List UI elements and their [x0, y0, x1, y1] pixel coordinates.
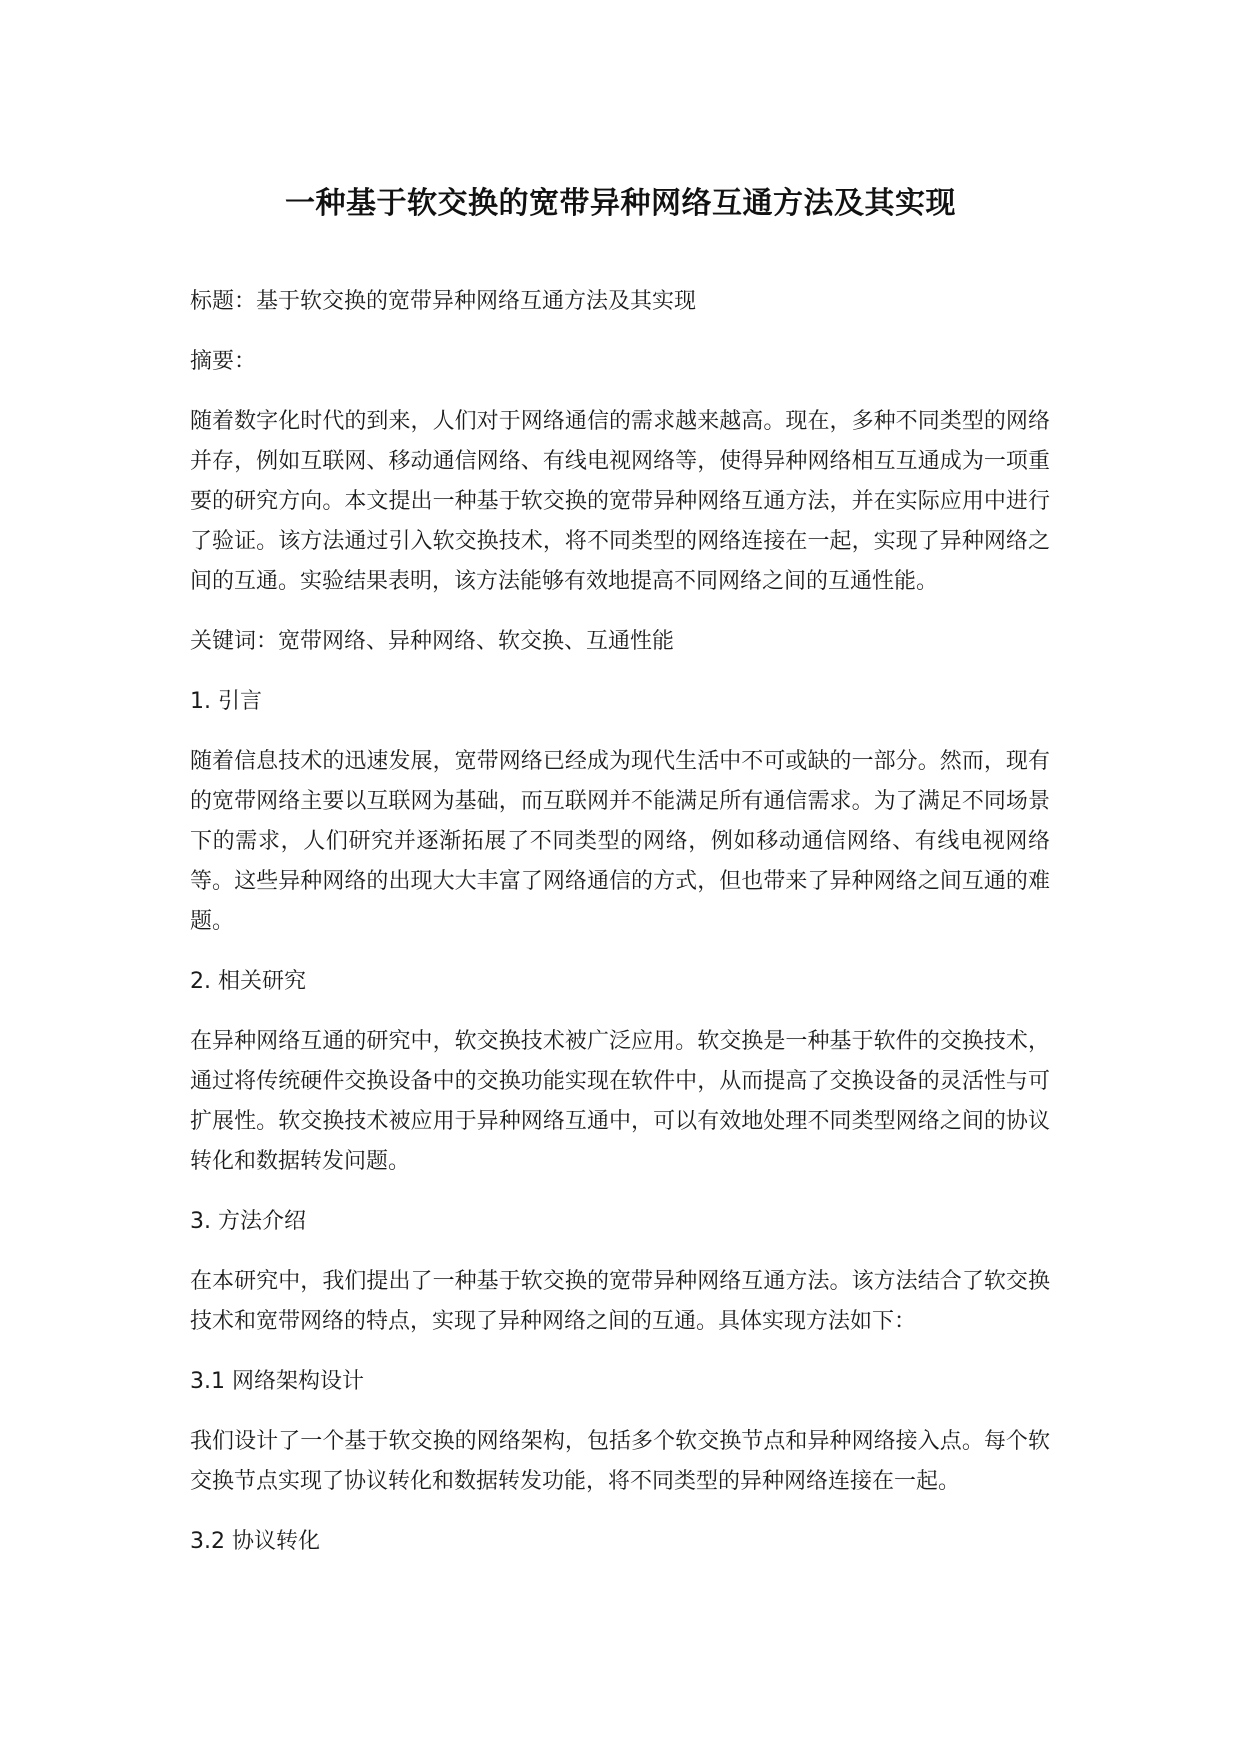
document-body: [190, 282, 1050, 1562]
section-body-architecture: 我们设计了一个基于软交换的网络架构，包括多个软交换节点和异种网络接入点。每个软交换节点实现了协议转化和数据转发功能，将不同类型的异种网络连接在一起。: [190, 1429, 1050, 1494]
section-body-method: 在本研究中，我们提出了一种基于软交换的宽带异种网络互通方法。该方法结合了软交换技术和宽带网络的特点，实现了异种网络之间的互通。具体实现方法如下：: [190, 1269, 1050, 1334]
section-heading-related-work: 2. 相关研究: [190, 969, 306, 994]
section-body-introduction: 随着信息技术的迅速发展，宽带网络已经成为现代生活中不可或缺的一部分。然而，现有的宽带网络主要以互联网为基础，而互联网并不能满足所有通信需求。为了满足不同场景下的需求，人们研究并逐渐拓展了不同类型的网络，例如移动通信网络、有线电视网络等。这些异种网络的出现大大丰富了网络通信的方式，但也带来了异种网络之间互通的难题。: [190, 749, 1050, 934]
section-heading-architecture: 3.1 网络架构设计: [190, 1369, 364, 1394]
section-heading-protocol-conversion: 3.2 协议转化: [190, 1529, 320, 1554]
document-title: 一种基于软交换的宽带异种网络互通方法及其实现: [285, 186, 956, 221]
abstract-label: 摘要：: [190, 349, 257, 374]
abstract-paragraph: 随着数字化时代的到来，人们对于网络通信的需求越来越高。现在，多种不同类型的网络并存，例如互联网、移动通信网络、有线电视网络等，使得异种网络相互互通成为一项重要的研究方向。本文提出一种基于软交换的宽带异种网络互通方法，并在实际应用中进行了验证。该方法通过引入软交换技术，将不同类型的网络连接在一起，实现了异种网络之间的互通。实验结果表明，该方法能够有效地提高不同网络之间的互通性能。: [190, 409, 1050, 594]
section-body-related-work: 在异种网络互通的研究中，软交换技术被广泛应用。软交换是一种基于软件的交换技术，通过将传统硬件交换设备中的交换功能实现在软件中，从而提高了交换设备的灵活性与可扩展性。软交换技术被应用于异种网络互通中，可以有效地处理不同类型网络之间的协议转化和数据转发问题。: [190, 1029, 1050, 1174]
section-heading-introduction: 1. 引言: [190, 689, 262, 714]
section-heading-method: 3. 方法介绍: [190, 1209, 306, 1234]
subtitle-line: 标题：基于软交换的宽带异种网络互通方法及其实现: [190, 289, 697, 314]
keywords-line: 关键词：宽带网络、异种网络、软交换、互通性能: [190, 629, 675, 654]
